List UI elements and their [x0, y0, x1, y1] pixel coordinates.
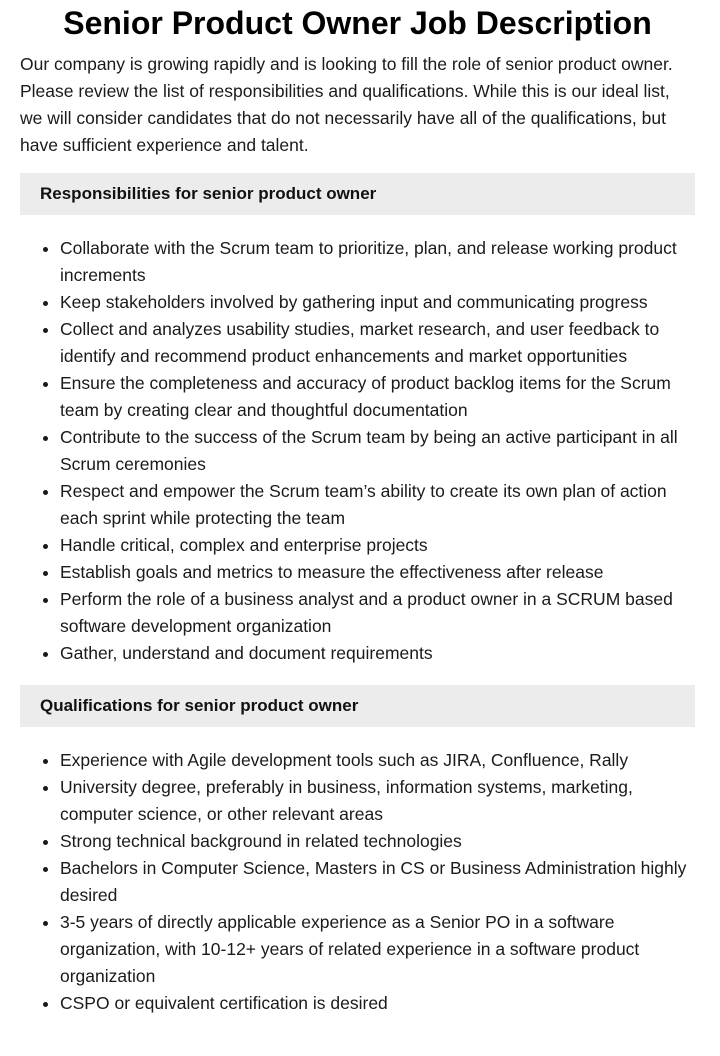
list-item: • Establish goals and metrics to measure the effectiveness after release: [60, 559, 695, 586]
qualifications-heading: Qualifications for senior product owner: [20, 685, 695, 727]
list-item: • Perform the role of a business analyst and a product owner in a SCRUM based software development organization: [60, 586, 695, 640]
list-item: • Respect and empower the Scrum team’s ability to create its own plan of action each sprint while protecting the team: [60, 478, 695, 532]
responsibilities-list: [20, 235, 695, 667]
list-item: • Contribute to the success of the Scrum team by being an active participant in all Scrum ceremonies: [60, 424, 695, 478]
qualifications-list: [20, 747, 695, 1017]
list-item: • CSPO or equivalent certification is desired: [60, 990, 695, 1017]
list-item: • University degree, preferably in business, information systems, marketing, computer science, or other relevant areas: [60, 774, 695, 828]
responsibilities-heading: Responsibilities for senior product owner: [20, 173, 695, 215]
list-item: • 3-5 years of directly applicable experience as a Senior PO in a software organization, with 10-12+ years of related experience in a software product organization: [60, 909, 695, 990]
page-title: Senior Product Owner Job Description: [63, 5, 652, 41]
intro-paragraph: Our company is growing rapidly and is looking to fill the role of senior product owner. Please review the list of responsibilities and qualifications. While this is our ideal list, we will consider candidates that do not necessarily have all of the qualifications, but have sufficient experience and talent.: [20, 54, 673, 155]
list-item: • Bachelors in Computer Science, Masters in CS or Business Administration highly desired: [60, 855, 695, 909]
list-item: • Experience with Agile development tools such as JIRA, Confluence, Rally: [60, 747, 695, 774]
list-item: • Gather, understand and document requirements: [60, 640, 695, 667]
list-item: • Handle critical, complex and enterprise projects: [60, 532, 695, 559]
list-item: • Collaborate with the Scrum team to prioritize, plan, and release working product increments: [60, 235, 695, 289]
list-item: • Keep stakeholders involved by gathering input and communicating progress: [60, 289, 695, 316]
list-item: • Ensure the completeness and accuracy of product backlog items for the Scrum team by creating clear and thoughtful documentation: [60, 370, 695, 424]
list-item: • Collect and analyzes usability studies, market research, and user feedback to identify and recommend product enhancements and market opportunities: [60, 316, 695, 370]
list-item: • Strong technical background in related technologies: [60, 828, 695, 855]
